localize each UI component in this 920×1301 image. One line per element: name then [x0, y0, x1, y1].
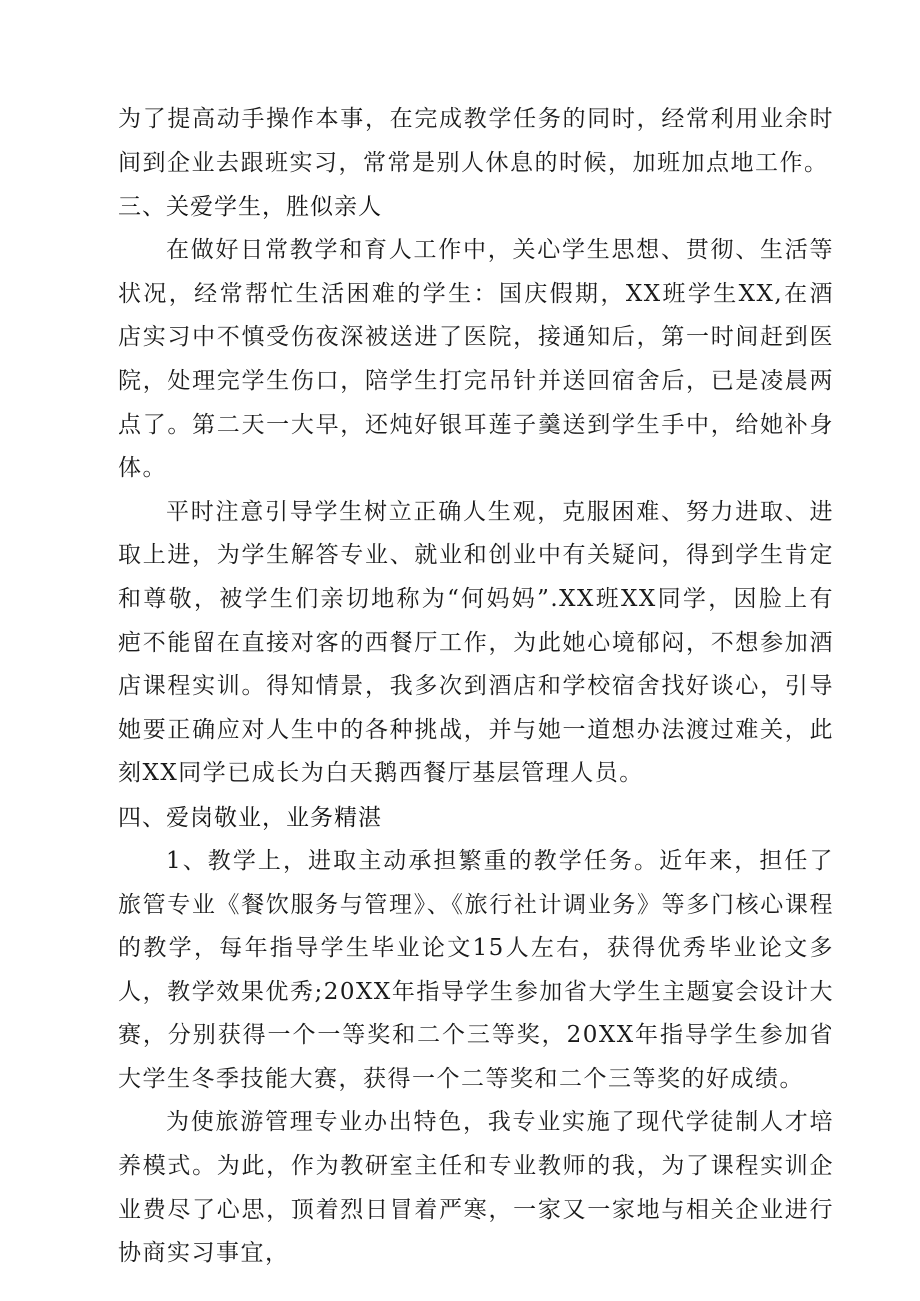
document-body — [118, 98, 834, 1276]
paragraph-care-story: 在做好日常教学和育人工作中，关心学生思想、贯彻、生活等状况，经常帮忙生活困难的学生：国庆假期，XX班学生XX,在酒店实习中不慎受伤夜深被送进了医院，接通知后，第一时间赶到医院，处理完学生伤口，陪学生打完吊针并送回宿舍后，已是凌晨两点了。第二天一大早，还炖好银耳莲子羹送到学生手中，给她补身体。 — [118, 237, 834, 482]
paragraph-teaching: 1、教学上，进取主动承担繁重的教学任务。近年来，担任了旅管专业《餐饮服务与管理》、《旅行社计调业务》等多门核心课程的教学，每年指导学生毕业论文15人左右，获得优秀毕业论文多人，教学效果优秀;20XX年指导学生参加省大学生主题宴会设计大赛，分别获得一个一等奖和二个三等奖，20XX年指导学生参加省大学生冬季技能大赛，获得一个二等奖和二个三等奖的好成绩。 — [118, 847, 834, 1092]
paragraph-apprenticeship: 为使旅游管理专业办出特色，我专业实施了现代学徒制人才培养模式。为此，作为教研室主任和专业教师的我，为了课程实训企业费尽了心思，顶着烈日冒着严寒，一家又一家地与相关企业进行协商实习事宜， — [118, 1109, 834, 1267]
paragraph-guidance: 平时注意引导学生树立正确人生观，克服困难、努力进取、进取上进，为学生解答专业、就业和创业中有关疑问，得到学生肯定和尊敬，被学生们亲切地称为“何妈妈”.XX班XX同学，因脸上有疤不能留在直接对客的西餐厅工作，为此她心境郁闷，不想参加酒店课程实训。得知情景，我多次到酒店和学校宿舍找好谈心，引导她要正确应对人生中的各种挑战，并与她一道想办法渡过难关，此刻XX同学已成长为白天鹅西餐厅基层管理人员。 — [118, 498, 834, 787]
paragraph-practice-work: 为了提高动手操作本事，在完成教学任务的同时，经常利用业余时间到企业去跟班实习，常常是别人休息的时候，加班加点地工作。 — [118, 106, 834, 176]
section-heading-dedication: 四、爱岗敬业，业务精湛 — [118, 804, 382, 831]
section-heading-care-students: 三、关爱学生，胜似亲人 — [118, 194, 382, 221]
